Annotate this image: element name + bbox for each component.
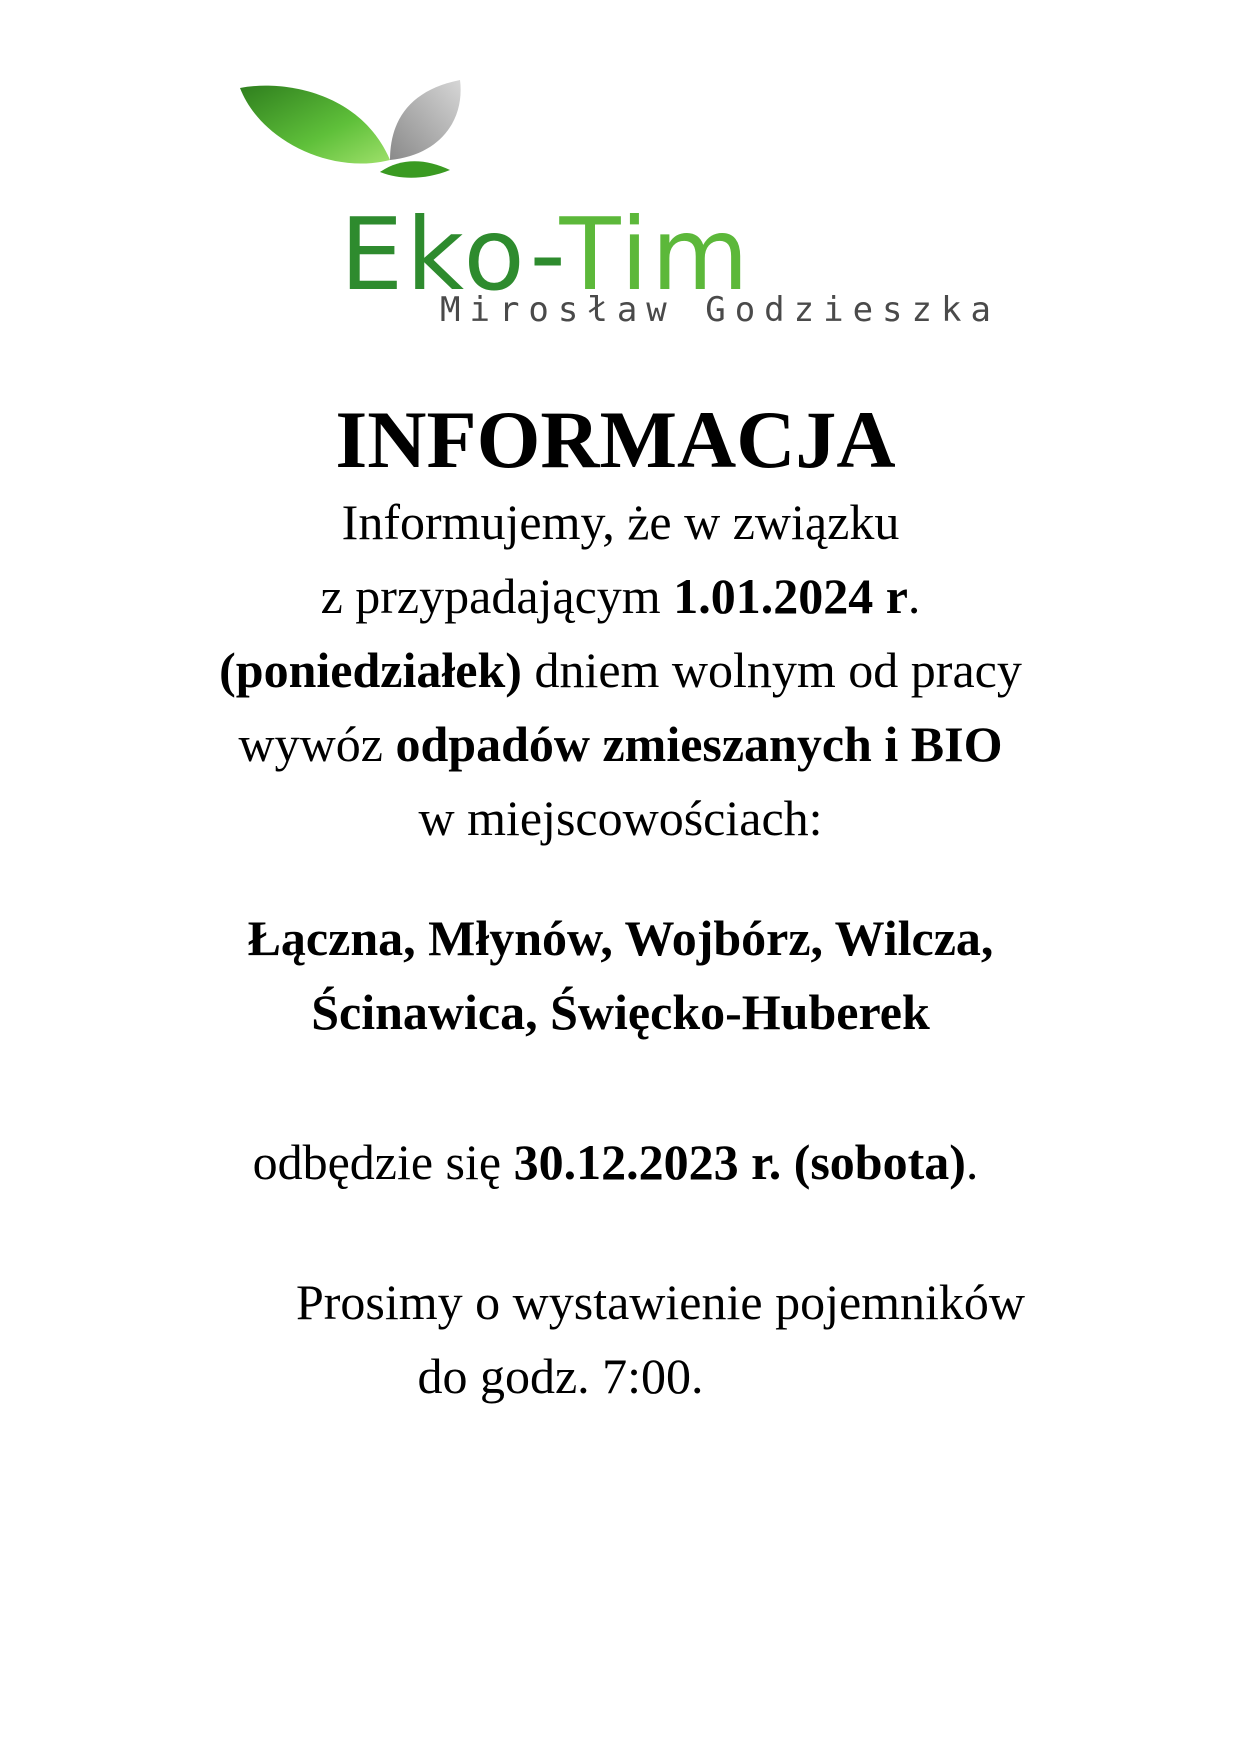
notice-body [0, 395, 1241, 1413]
line-3: (poniedziałek) dniem wolnym od pracy [219, 642, 1022, 698]
request-text: Prosimy o wystawienie pojemników do godz. 7:00. [295, 1274, 1026, 1404]
places-list: Łączna, Młynów, Wojbórz, Wilcza, Ścinawica, Święcko-Huberek [247, 910, 994, 1040]
leaf-icon [240, 80, 540, 210]
company-name: Eko-Tim [340, 196, 752, 313]
line-4: wywóz odpadów zmieszanych i BIO [238, 716, 1003, 772]
company-logo [240, 80, 1000, 340]
pickup-date: odbędzie się 30.12.2023 r. (sobota). [252, 1134, 979, 1190]
owner-name: Mirosław Godzieszka [440, 290, 1000, 330]
line-5: w miejscowościach: [418, 790, 823, 846]
notice-title: INFORMACJA [335, 394, 896, 485]
notice-text [0, 485, 1241, 855]
line-1: Informujemy, że w związku [341, 494, 900, 550]
line-2: z przypadającym 1.01.2024 r. [320, 568, 921, 624]
